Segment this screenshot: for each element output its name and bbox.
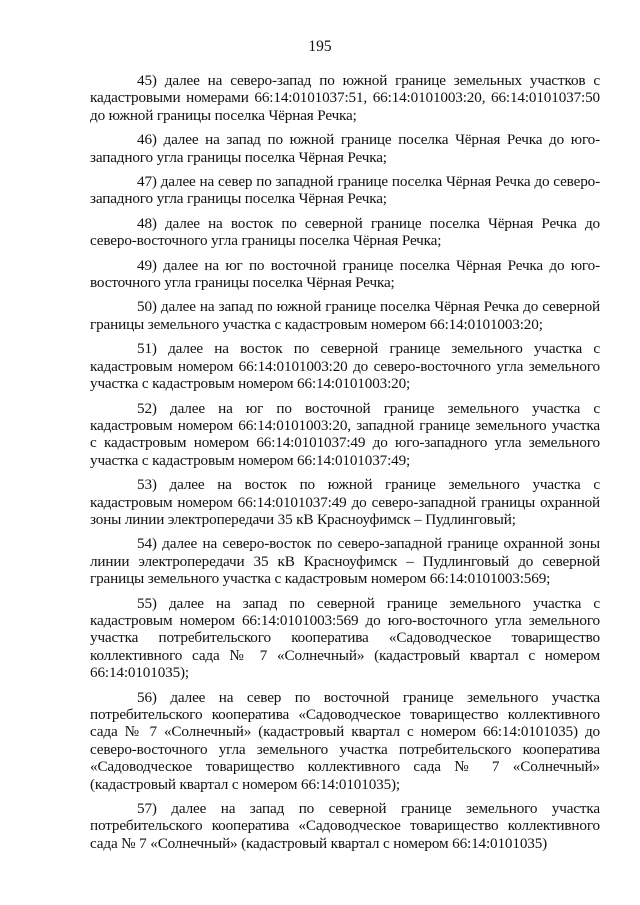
document-body <box>90 72 600 859</box>
paragraph-52: 52) далее на юг по восточной границе земельного участка с кадастровым номером 66:14:0101003:20, западной границе земельного участка с кадастровым номером 66:14:0101037:49 до юго-западного угла земельного участка с кадастровым номером 66:14:0101037:49; <box>90 399 600 469</box>
paragraph-45: 45) далее на северо-запад по южной границе земельных участков с кадастровыми номерами 66:14:0101037:51, 66:14:0101003:20, 66:14:0101037:50 до южной границы поселка Чёрная Речка; <box>90 72 600 124</box>
paragraph-56: 56) далее на север по восточной границе земельного участка потребительского кооператива «Садоводческое товарищество коллективного сада № 7 «Солнечный» (кадастровый квартал с номером 66:14:0101035) до северо-восточного угла земельного участка потребительского кооператива «Садоводческое товарищество коллективного сада № 7 «Солнечный» (кадастровый квартал с номером 66:14:0101035); <box>90 688 600 793</box>
paragraph-50: 50) далее на запад по южной границе поселка Чёрная Речка до северной границы земельного участка с кадастровым номером 66:14:0101003:20; <box>90 298 600 333</box>
paragraph-55: 55) далее на запад по северной границе земельного участка с кадастровым номером 66:14:0101003:569 до юго-восточного угла земельного участка потребительского кооператива «Садоводческое товарищество коллективного сада № 7 «Солнечный» (кадастровый квартал с номером 66:14:0101035); <box>90 594 600 682</box>
paragraph-49: 49) далее на юг по восточной границе поселка Чёрная Речка до юго-восточного угла границы поселка Чёрная Речка; <box>90 256 600 292</box>
paragraph-54: 54) далее на северо-восток по северо-западной границе охранной зоны линии электропередачи 35 кВ Красноуфимск – Пудлинговый до северной границы земельного участка с кадастровым номером 66:14:0101003:569; <box>90 535 600 588</box>
paragraph-46: 46) далее на запад по южной границе поселка Чёрная Речка до юго-западного угла границы поселка Чёрная Речка; <box>90 131 600 166</box>
paragraph-51: 51) далее на восток по северной границе земельного участка с кадастровым номером 66:14:0101003:20 до северо-восточного угла земельного участка с кадастровым номером 66:14:0101003:20; <box>90 340 600 393</box>
paragraph-48: 48) далее на восток по северной границе поселка Чёрная Речка до северо-восточного угла границы поселка Чёрная Речка; <box>90 214 600 250</box>
page-number: 195 <box>308 38 332 55</box>
paragraph-47: 47) далее на север по западной границе поселка Чёрная Речка до северо-западного угла границы поселка Чёрная Речка; <box>90 173 600 208</box>
paragraph-53: 53) далее на восток по южной границе земельного участка с кадастровым номером 66:14:0101037:49 до северо-западной границы охранной зоны линии электропередачи 35 кВ Красноуфимск – Пудлинговый; <box>90 476 600 528</box>
paragraph-57: 57) далее на запад по северной границе земельного участка потребительского кооператива «Садоводческое товарищество коллективного сада № 7 «Солнечный» (кадастровый квартал с номером 66:14:0101035) <box>90 800 600 852</box>
